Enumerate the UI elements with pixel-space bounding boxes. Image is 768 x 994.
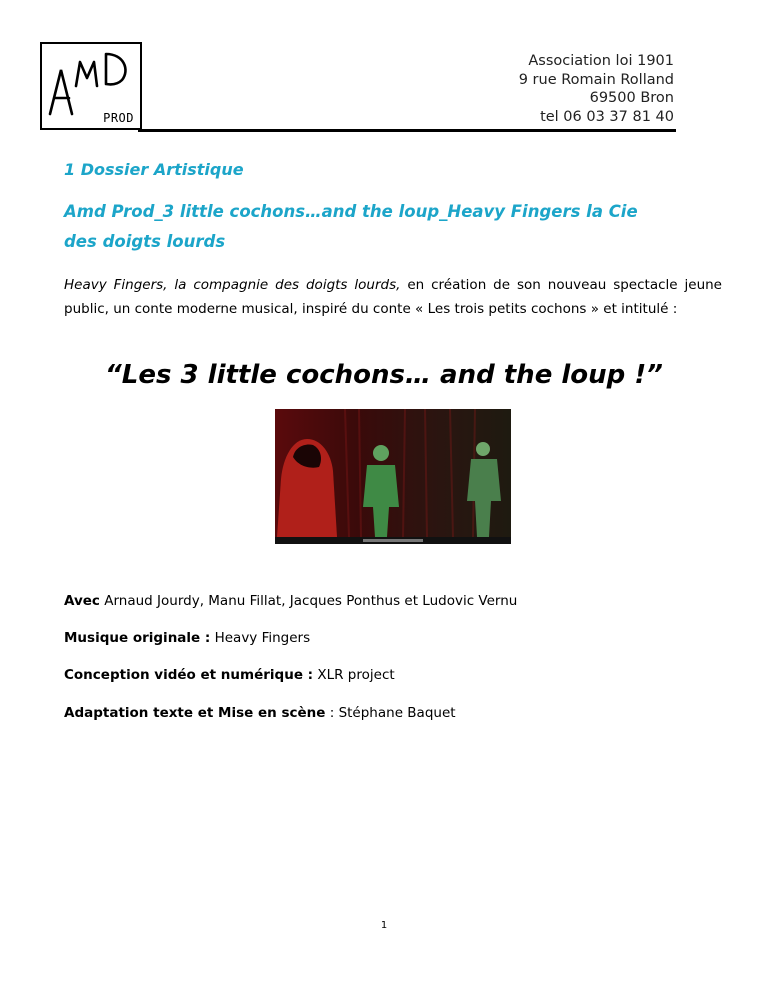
credit-line-direction (64, 705, 456, 721)
project-title-line-2: des doigts lourds (64, 232, 226, 251)
show-title: “Les 3 little cochons… and the loup !” (105, 360, 663, 390)
logo-prod-text: PROD (103, 111, 134, 125)
company-name: Heavy Fingers, la compagnie des doigts lourds, (64, 277, 401, 293)
project-title-line-1: Amd Prod_3 little cochons…and the loup_Heavy Fingers la Cie (64, 202, 638, 221)
credit-value: Heavy Fingers (210, 630, 311, 646)
section-heading: 1 Dossier Artistique (64, 160, 244, 179)
intro-paragraph (64, 273, 722, 321)
address-line: 9 rue Romain Rolland (518, 71, 674, 88)
credit-value: XLR project (313, 667, 395, 683)
company-logo (40, 42, 142, 130)
credit-value: Arnaud Jourdy, Manu Fillat, Jacques Ponthus et Ludovic Vernu (99, 593, 518, 609)
page-number: 1 (380, 920, 388, 931)
header-divider (138, 129, 676, 132)
stage-photo (275, 409, 511, 544)
credit-label: Musique originale : (64, 630, 211, 646)
stage-photo-graphic (275, 409, 511, 544)
credit-line-video (64, 667, 395, 683)
address-line: 69500 Bron (589, 90, 674, 106)
credit-label: Adaptation texte et Mise en scène (64, 705, 326, 721)
credit-label: Conception vidéo et numérique : (64, 667, 314, 683)
credit-line-cast (64, 593, 517, 609)
credit-label: Avec (64, 593, 100, 609)
credit-value: : Stéphane Baquet (325, 705, 456, 721)
credit-line-music (64, 630, 310, 646)
address-line: tel 06 03 37 81 40 (540, 108, 674, 125)
intro-text: en création de son nouveau spectacle jeune public, un conte moderne musical, inspiré du conte « Les trois petits cochons » et intitulé : (64, 277, 722, 317)
address-block (519, 52, 674, 126)
address-line: Association loi 1901 (528, 53, 674, 69)
